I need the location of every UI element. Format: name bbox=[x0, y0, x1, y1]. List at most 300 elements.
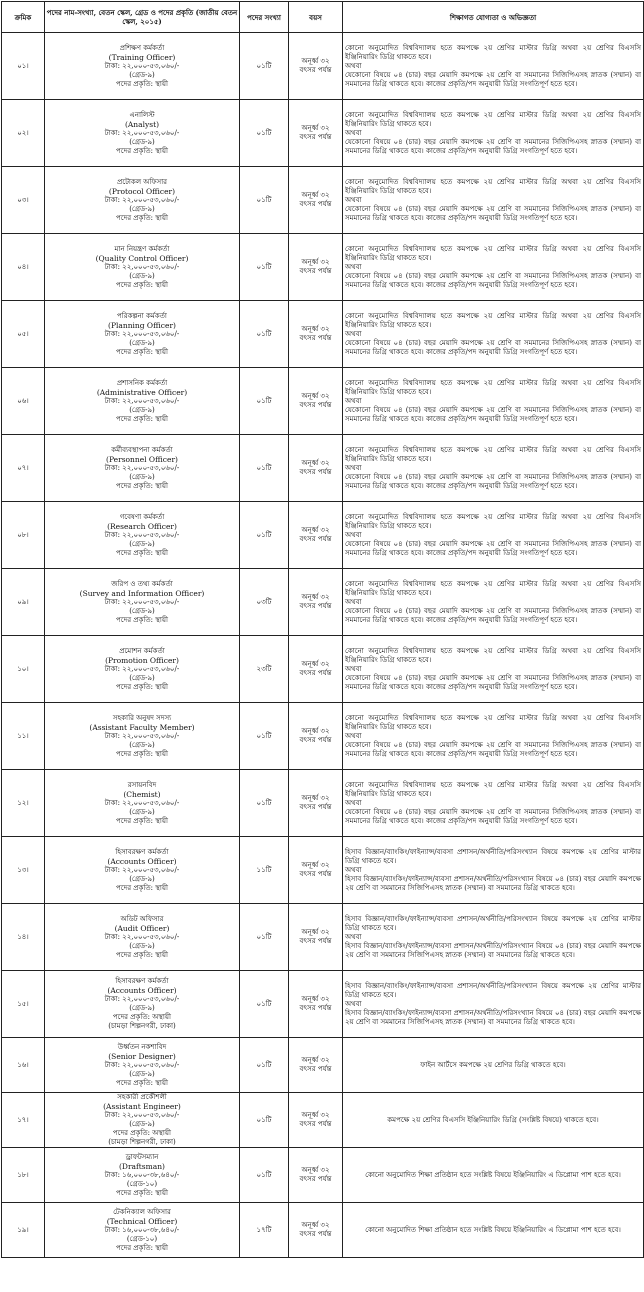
table-row bbox=[2, 971, 644, 1038]
post-nature: পদের প্রকৃতি: স্থায়ী bbox=[115, 749, 169, 758]
age-limit bbox=[289, 502, 343, 569]
age-limit bbox=[289, 1148, 343, 1203]
age-limit bbox=[289, 1038, 343, 1093]
table-row bbox=[2, 301, 644, 368]
post-cell bbox=[45, 904, 240, 971]
post-name-bangla: অডিট অফিসার bbox=[120, 914, 164, 923]
post-name-english: (Draftsman) bbox=[119, 1161, 165, 1171]
post-count: ০১টি bbox=[240, 1093, 289, 1148]
post-name-bangla: মান নিয়ন্ত্রণ কর্মকর্তা bbox=[114, 244, 170, 253]
qualification-alternative: যেকোনো বিষয়ে ০৪ (চার) বছর মেয়াদি কমপক্ষে ২য় শ্রেণি বা সমমানের সিজিপিএসহ স্নাতক (সম্মান) বা সমমানের ডিগ্রি থাকতে হবে। কাজের প্রকৃতি/পদ অনুযায়ী ডিগ্রি সংগতিপূর্ণ হতে হবে। bbox=[345, 673, 641, 691]
post-name-bangla: এনালিস্ট bbox=[129, 110, 155, 119]
post-name-english: (Research Officer) bbox=[107, 521, 177, 531]
pay-scale: টাকা: ২২,০০০-৫৩,০৬০/- bbox=[104, 932, 180, 941]
qualification-or: অথবা bbox=[345, 61, 362, 70]
pay-scale: টাকা: ২২,০০০-৫৩,০৬০/- bbox=[104, 128, 180, 137]
age-limit-value: অনূর্ধ্ব ৩২ bbox=[301, 1056, 330, 1064]
qualification-primary: কোনো অনুমোদিত বিশ্ববিদ্যালয় হতে কমপক্ষে ২য় শ্রেণির মাস্টার ডিগ্রি অথবা ২য় শ্রেণির বিএসসি ইঞ্জিনিয়ারিং ডিগ্রি থাকতে হবে। bbox=[345, 378, 641, 396]
qualification-cell bbox=[343, 33, 644, 100]
age-limit-value: অনূর্ধ্ব ৩২ bbox=[301, 1111, 330, 1119]
post-nature: পদের প্রকৃতি: স্থায়ী bbox=[115, 1188, 169, 1197]
post-nature: পদের প্রকৃতি: স্থায়ী bbox=[115, 79, 169, 88]
qualification-or: অথবা bbox=[345, 798, 362, 807]
qualification-or: অথবা bbox=[345, 664, 362, 673]
post-name-bangla: টেকনিক্যাল অফিসার bbox=[113, 1207, 171, 1216]
table-row bbox=[2, 1093, 644, 1148]
age-limit bbox=[289, 435, 343, 502]
post-name-bangla: জরিপ ও তথ্য কর্মকর্তা bbox=[111, 579, 173, 588]
pay-scale: টাকা: ২২,০০০-৫৩,০৬০/- bbox=[104, 329, 180, 338]
age-limit-value: অনূর্ধ্ব ৩২ bbox=[301, 1221, 330, 1229]
post-nature: পদের প্রকৃতি: স্থায়ী bbox=[115, 1078, 169, 1087]
post-nature: পদের প্রকৃতি: স্থায়ী bbox=[115, 146, 169, 155]
post-cell bbox=[45, 1038, 240, 1093]
post-name-english: (Personnel Officer) bbox=[106, 454, 178, 464]
table-row bbox=[2, 502, 644, 569]
qualification-primary: কোনো অনুমোদিত বিশ্ববিদ্যালয় হতে কমপক্ষে ২য় শ্রেণির মাস্টার ডিগ্রি অথবা ২য় শ্রেণির বিএসসি ইঞ্জিনিয়ারিং ডিগ্রি থাকতে হবে। bbox=[345, 445, 641, 463]
table-row bbox=[2, 703, 644, 770]
serial-number: ১৬। bbox=[2, 1038, 45, 1093]
qualification-primary: কোনো অনুমোদিত বিশ্ববিদ্যালয় হতে কমপক্ষে ২য় শ্রেণির মাস্টার ডিগ্রি অথবা ২য় শ্রেণির বিএসসি ইঞ্জিনিয়ারিং ডিগ্রি থাকতে হবে। bbox=[345, 244, 641, 262]
post-name-bangla: প্রটোকল অফিসার bbox=[117, 177, 167, 186]
post-name-bangla: পরিকল্পনা কর্মকর্তা bbox=[117, 311, 167, 320]
post-name-english: (Assistant Faculty Member) bbox=[89, 722, 195, 732]
grade: (গ্রেড-৯) bbox=[129, 673, 155, 682]
pay-scale: টাকা: ২২,০০০-৫৩,০৬০/- bbox=[104, 664, 180, 673]
grade: (গ্রেড-১০) bbox=[126, 1234, 158, 1243]
age-limit-value: অনূর্ধ্ব ৩২ bbox=[301, 593, 330, 601]
qualification-primary: হিসাব বিজ্ঞান/ব্যাংকিং/ফাইন্যান্স/ব্যবসা প্রশাসন/অর্থনীতি/পরিসংখ্যান বিষয়ে কমপক্ষে ২য় শ্রেণির মাস্টার ডিগ্রি থাকতে হবে। bbox=[345, 914, 641, 932]
qualification-alternative: যেকোনো বিষয়ে ০৪ (চার) বছর মেয়াদি কমপক্ষে ২য় শ্রেণি বা সমমানের সিজিপিএসহ স্নাতক (সম্মান) বা সমমানের ডিগ্রি থাকতে হবে। কাজের প্রকৃতি/পদ অনুযায়ী ডিগ্রি সংগতিপূর্ণ হতে হবে। bbox=[345, 271, 641, 289]
grade: (গ্রেড-৯) bbox=[129, 1120, 155, 1128]
header-count: পদের সংখ্যা bbox=[240, 2, 289, 33]
qualification-alternative: হিসাব বিজ্ঞান/ব্যাংকিং/ফাইন্যান্স/ব্যবসা প্রশাসন/অর্থনীতি/পরিসংখ্যান বিষয়ে ০৪ (চার) বছর মেয়াদি কমপক্ষে ২য় শ্রেণি বা সমমানের সিজিপিএসহ স্নাতক (সম্মান) বা সমমানের ডিগ্রি থাকতে হবে। bbox=[345, 874, 641, 892]
header-serial: ক্রমিক bbox=[2, 2, 45, 33]
qualification-alternative: যেকোনো বিষয়ে ০৪ (চার) বছর মেয়াদি কমপক্ষে ২য় শ্রেণি বা সমমানের সিজিপিএসহ স্নাতক (সম্মান) বা সমমানের ডিগ্রি থাকতে হবে। কাজের প্রকৃতি/পদ অনুযায়ী ডিগ্রি সংগতিপূর্ণ হতে হবে। bbox=[345, 472, 641, 490]
post-nature: পদের প্রকৃতি: অস্থায়ী bbox=[112, 1013, 172, 1021]
post-location: (চামড়া শিল্পনগরী, ঢাকা) bbox=[108, 1022, 176, 1030]
age-limit bbox=[289, 703, 343, 770]
pay-scale: টাকা: ২২,০০০-৫৩,০৬০/- bbox=[104, 262, 180, 271]
post-count: ০১টি bbox=[240, 1038, 289, 1093]
table-row bbox=[2, 1203, 644, 1258]
post-cell bbox=[45, 33, 240, 100]
post-cell bbox=[45, 1148, 240, 1203]
age-limit-unit: বৎসর পর্যন্ত bbox=[299, 669, 332, 677]
post-cell bbox=[45, 703, 240, 770]
post-nature: পদের প্রকৃতি: স্থায়ী bbox=[115, 548, 169, 557]
serial-number: ১৮। bbox=[2, 1148, 45, 1203]
post-count: ০১টি bbox=[240, 770, 289, 837]
header-qualification: শিক্ষাগত যোগ্যতা ও অভিজ্ঞতা bbox=[343, 2, 644, 33]
grade: (গ্রেড-৯) bbox=[129, 740, 155, 749]
age-limit-unit: বৎসর পর্যন্ত bbox=[299, 803, 332, 811]
qualification-or: অথবা bbox=[345, 597, 362, 606]
qualification-primary: কোনো অনুমোদিত বিশ্ববিদ্যালয় হতে কমপক্ষে ২য় শ্রেণির মাস্টার ডিগ্রি অথবা ২য় শ্রেণির বিএসসি ইঞ্জিনিয়ারিং ডিগ্রি থাকতে হবে। bbox=[345, 512, 641, 530]
serial-number: ০৮। bbox=[2, 502, 45, 569]
pay-scale: টাকা: ২২,০০০-৫৩,০৬০/- bbox=[104, 597, 180, 606]
age-limit bbox=[289, 1093, 343, 1148]
serial-number: ১৪। bbox=[2, 904, 45, 971]
post-name-english: (Technical Officer) bbox=[106, 1216, 178, 1226]
age-limit-unit: বৎসর পর্যন্ত bbox=[299, 1065, 332, 1073]
pay-scale: টাকা: ২২,০০০-৫৩,০৬০/- bbox=[104, 396, 180, 405]
post-cell bbox=[45, 435, 240, 502]
serial-number: ০৫। bbox=[2, 301, 45, 368]
qualification-alternative: যেকোনো বিষয়ে ০৪ (চার) বছর মেয়াদি কমপক্ষে ২য় শ্রেণি বা সমমানের সিজিপিএসহ স্নাতক (সম্মান) বা সমমানের ডিগ্রি থাকতে হবে। কাজের প্রকৃতি/পদ অনুযায়ী ডিগ্রি সংগতিপূর্ণ হতে হবে। bbox=[345, 70, 641, 88]
qualification-primary: কোনো অনুমোদিত শিক্ষা প্রতিষ্ঠান হতে সংশ্লিষ্ট বিষয়ে ইঞ্জিনিয়ারিং এ ডিপ্লোমা পাশ হতে হবে। bbox=[365, 1170, 621, 1179]
post-cell bbox=[45, 301, 240, 368]
post-name-english: (Administrative Officer) bbox=[96, 387, 188, 397]
table-row bbox=[2, 1148, 644, 1203]
qualification-primary: ফাইন আর্টসে কমপক্ষে ২য় শ্রেণির ডিগ্রি থাকতে হবে। bbox=[420, 1060, 566, 1069]
table-row bbox=[2, 1038, 644, 1093]
table-row bbox=[2, 234, 644, 301]
age-limit-value: অনূর্ধ্ব ৩২ bbox=[301, 57, 330, 65]
age-limit-unit: বৎসর পর্যন্ত bbox=[299, 937, 332, 945]
age-limit-unit: বৎসর পর্যন্ত bbox=[299, 1120, 332, 1128]
age-limit-unit: বৎসর পর্যন্ত bbox=[299, 468, 332, 476]
post-cell bbox=[45, 770, 240, 837]
age-limit-value: অনূর্ধ্ব ৩২ bbox=[301, 258, 330, 266]
table-row bbox=[2, 368, 644, 435]
qualification-or: অথবা bbox=[345, 865, 362, 874]
qualification-primary: কোনো অনুমোদিত বিশ্ববিদ্যালয় হতে কমপক্ষে ২য় শ্রেণির মাস্টার ডিগ্রি অথবা ২য় শ্রেণির বিএসসি ইঞ্জিনিয়ারিং ডিগ্রি থাকতে হবে। bbox=[345, 780, 641, 798]
post-count: ০১টি bbox=[240, 33, 289, 100]
qualification-cell bbox=[343, 167, 644, 234]
qualification-alternative: যেকোনো বিষয়ে ০৪ (চার) বছর মেয়াদি কমপক্ষে ২য় শ্রেণি বা সমমানের সিজিপিএসহ স্নাতক (সম্মান) বা সমমানের ডিগ্রি থাকতে হবে। কাজের প্রকৃতি/পদ অনুযায়ী ডিগ্রি সংগতিপূর্ণ হতে হবে। bbox=[345, 338, 641, 356]
post-count: ০১টি bbox=[240, 167, 289, 234]
post-name-english: (Assistant Engineer) bbox=[103, 1102, 181, 1111]
grade: (গ্রেড-৯) bbox=[129, 1004, 155, 1012]
qualification-or: অথবা bbox=[345, 396, 362, 405]
age-limit-value: অনূর্ধ্ব ৩২ bbox=[301, 727, 330, 735]
qualification-cell bbox=[343, 301, 644, 368]
age-limit-value: অনূর্ধ্ব ৩২ bbox=[301, 861, 330, 869]
qualification-primary: কোনো অনুমোদিত বিশ্ববিদ্যালয় হতে কমপক্ষে ২য় শ্রেণির মাস্টার ডিগ্রি অথবা ২য় শ্রেণির বিএসসি ইঞ্জিনিয়ারিং ডিগ্রি থাকতে হবে। bbox=[345, 646, 641, 664]
qualification-alternative: যেকোনো বিষয়ে ০৪ (চার) বছর মেয়াদি কমপক্ষে ২য় শ্রেণি বা সমমানের সিজিপিএসহ স্নাতক (সম্মান) বা সমমানের ডিগ্রি থাকতে হবে। কাজের প্রকৃতি/পদ অনুযায়ী ডিগ্রি সংগতিপূর্ণ হতে হবে। bbox=[345, 539, 641, 557]
qualification-or: অথবা bbox=[345, 128, 362, 137]
post-count: ২৩টি bbox=[240, 636, 289, 703]
qualification-cell bbox=[343, 368, 644, 435]
age-limit-unit: বৎসর পর্যন্ত bbox=[299, 736, 332, 744]
qualification-primary: কোনো অনুমোদিত বিশ্ববিদ্যালয় হতে কমপক্ষে ২য় শ্রেণির মাস্টার ডিগ্রি অথবা ২য় শ্রেণির বিএসসি ইঞ্জিনিয়ারিং ডিগ্রি থাকতে হবে। bbox=[345, 110, 641, 128]
age-limit-unit: বৎসর পর্যন্ত bbox=[299, 267, 332, 275]
post-name-bangla: কর্মীব্যবস্থাপনা কর্মকর্তা bbox=[111, 445, 173, 454]
qualification-or: অথবা bbox=[345, 932, 362, 941]
table-row bbox=[2, 904, 644, 971]
qualification-primary: হিসাব বিজ্ঞান/ব্যাংকিং/ফাইন্যান্স/ব্যবসা প্রশাসন/অর্থনীতি/পরিসংখ্যান বিষয়ে কমপক্ষে ২য় শ্রেণির মাস্টার ডিগ্রি থাকতে হবে। bbox=[345, 981, 641, 999]
age-limit-value: অনূর্ধ্ব ৩২ bbox=[301, 325, 330, 333]
pay-scale: টাকা: ২২,০০০-৫৩,০৬০/- bbox=[104, 865, 180, 874]
age-limit-unit: বৎসর পর্যন্ত bbox=[299, 200, 332, 208]
age-limit bbox=[289, 837, 343, 904]
post-name-english: (Analyst) bbox=[124, 119, 160, 129]
table-row bbox=[2, 33, 644, 100]
post-nature: পদের প্রকৃতি: স্থায়ী bbox=[115, 481, 169, 490]
age-limit-unit: বৎসর পর্যন্ত bbox=[299, 602, 332, 610]
post-name-english: (Senior Designer) bbox=[108, 1051, 176, 1061]
grade: (গ্রেড-৯) bbox=[129, 271, 155, 280]
serial-number: ১৩। bbox=[2, 837, 45, 904]
age-limit bbox=[289, 100, 343, 167]
qualification-or: অথবা bbox=[345, 463, 362, 472]
qualification-alternative: যেকোনো বিষয়ে ০৪ (চার) বছর মেয়াদি কমপক্ষে ২য় শ্রেণি বা সমমানের সিজিপিএসহ স্নাতক (সম্মান) বা সমমানের ডিগ্রি থাকতে হবে। কাজের প্রকৃতি/পদ অনুযায়ী ডিগ্রি সংগতিপূর্ণ হতে হবে। bbox=[345, 204, 641, 222]
post-count: ০১টি bbox=[240, 1148, 289, 1203]
post-name-bangla: ড্রাফটসম্যান bbox=[125, 1152, 159, 1161]
age-limit-unit: বৎসর পর্যন্ত bbox=[299, 133, 332, 141]
grade: (গ্রেড-৯) bbox=[129, 539, 155, 548]
age-limit bbox=[289, 234, 343, 301]
post-nature: পদের প্রকৃতি: স্থায়ী bbox=[115, 682, 169, 691]
pay-scale: টাকা: ১৬,০০০-৩৮,৬৪০/- bbox=[104, 1170, 180, 1179]
qualification-alternative: যেকোনো বিষয়ে ০৪ (চার) বছর মেয়াদি কমপক্ষে ২য় শ্রেণি বা সমমানের সিজিপিএসহ স্নাতক (সম্মান) বা সমমানের ডিগ্রি থাকতে হবে। কাজের প্রকৃতি/পদ অনুযায়ী ডিগ্রি সংগতিপূর্ণ হতে হবে। bbox=[345, 807, 641, 825]
qualification-cell bbox=[343, 703, 644, 770]
grade: (গ্রেড-৯) bbox=[129, 606, 155, 615]
post-location: (চামড়া শিল্পনগরী, ঢাকা) bbox=[108, 1138, 176, 1146]
age-limit-value: অনূর্ধ্ব ৩২ bbox=[301, 459, 330, 467]
post-name-bangla: প্রশিক্ষণ কর্মকর্তা bbox=[119, 43, 165, 52]
post-nature: পদের প্রকৃতি: স্থায়ী bbox=[115, 1243, 169, 1252]
pay-scale: টাকা: ২২,০০০-৫৩,০৬০/- bbox=[104, 463, 180, 472]
post-nature: পদের প্রকৃতি: স্থায়ী bbox=[115, 883, 169, 892]
serial-number: ১৯। bbox=[2, 1203, 45, 1258]
table-row bbox=[2, 435, 644, 502]
age-limit-unit: বৎসর পর্যন্ত bbox=[299, 66, 332, 74]
age-limit-value: অনূর্ধ্ব ৩২ bbox=[301, 191, 330, 199]
grade: (গ্রেড-৯) bbox=[129, 137, 155, 146]
qualification-cell bbox=[343, 971, 644, 1038]
age-limit-value: অনূর্ধ্ব ৩২ bbox=[301, 794, 330, 802]
qualification-cell bbox=[343, 435, 644, 502]
table-row bbox=[2, 837, 644, 904]
post-cell bbox=[45, 971, 240, 1038]
post-name-english: (Quality Control Officer) bbox=[95, 253, 189, 263]
post-nature: পদের প্রকৃতি: স্থায়ী bbox=[115, 280, 169, 289]
pay-scale: টাকা: ২২,০০০-৫৩,০৬০/- bbox=[104, 1111, 180, 1119]
post-name-english: (Protocol Officer) bbox=[108, 186, 176, 196]
serial-number: ১০। bbox=[2, 636, 45, 703]
post-cell bbox=[45, 100, 240, 167]
serial-number: ০৯। bbox=[2, 569, 45, 636]
qualification-cell bbox=[343, 1148, 644, 1203]
age-limit bbox=[289, 33, 343, 100]
table-header-row bbox=[2, 2, 644, 33]
job-vacancy-table bbox=[1, 1, 644, 1258]
age-limit-value: অনূর্ধ্ব ৩২ bbox=[301, 995, 330, 1003]
post-name-english: (Promotion Officer) bbox=[105, 655, 179, 665]
age-limit-unit: বৎসর পর্যন্ত bbox=[299, 401, 332, 409]
qualification-primary: কমপক্ষে ২য় শ্রেণির বিএসসি ইঞ্জিনিয়ারিং ডিগ্রি (সংশ্লিষ্ট বিষয়ে) থাকতে হবে। bbox=[387, 1115, 599, 1124]
qualification-or: অথবা bbox=[345, 999, 362, 1008]
serial-number: ০১। bbox=[2, 33, 45, 100]
age-limit-value: অনূর্ধ্ব ৩২ bbox=[301, 1166, 330, 1174]
post-count: ১১টি bbox=[240, 837, 289, 904]
post-count: ১৭টি bbox=[240, 1203, 289, 1258]
grade: (গ্রেড-৯) bbox=[129, 472, 155, 481]
age-limit bbox=[289, 904, 343, 971]
post-nature: পদের প্রকৃতি: স্থায়ী bbox=[115, 414, 169, 423]
post-cell bbox=[45, 636, 240, 703]
qualification-or: অথবা bbox=[345, 329, 362, 338]
table-row bbox=[2, 167, 644, 234]
age-limit-value: অনূর্ধ্ব ৩২ bbox=[301, 660, 330, 668]
post-name-english: (Training Officer) bbox=[108, 52, 176, 62]
serial-number: ০৭। bbox=[2, 435, 45, 502]
qualification-cell bbox=[343, 1093, 644, 1148]
post-cell bbox=[45, 1093, 240, 1148]
qualification-primary: কোনো অনুমোদিত বিশ্ববিদ্যালয় হতে কমপক্ষে ২য় শ্রেণির মাস্টার ডিগ্রি অথবা ২য় শ্রেণির বিএসসি ইঞ্জিনিয়ারিং ডিগ্রি থাকতে হবে। bbox=[345, 177, 641, 195]
post-name-english: (Accounts Officer) bbox=[107, 986, 177, 995]
age-limit bbox=[289, 971, 343, 1038]
pay-scale: টাকা: ২২,০০০-৫৩,০৬০/- bbox=[104, 1060, 180, 1069]
qualification-cell bbox=[343, 636, 644, 703]
table-row bbox=[2, 569, 644, 636]
grade: (গ্রেড-৯) bbox=[129, 405, 155, 414]
age-limit bbox=[289, 368, 343, 435]
post-count: ০১টি bbox=[240, 703, 289, 770]
serial-number: ১৭। bbox=[2, 1093, 45, 1148]
serial-number: ১১। bbox=[2, 703, 45, 770]
grade: (গ্রেড-৯) bbox=[129, 338, 155, 347]
post-count: ০১টি bbox=[240, 971, 289, 1038]
qualification-alternative: যেকোনো বিষয়ে ০৪ (চার) বছর মেয়াদি কমপক্ষে ২য় শ্রেণি বা সমমানের সিজিপিএসহ স্নাতক (সম্মান) বা সমমানের ডিগ্রি থাকতে হবে। কাজের প্রকৃতি/পদ অনুযায়ী ডিগ্রি সংগতিপূর্ণ হতে হবে। bbox=[345, 606, 641, 624]
post-nature: পদের প্রকৃতি: স্থায়ী bbox=[115, 347, 169, 356]
age-limit-unit: বৎসর পর্যন্ত bbox=[299, 1175, 332, 1183]
post-nature: পদের প্রকৃতি: অস্থায়ী bbox=[112, 1129, 172, 1137]
post-name-english: (Chemist) bbox=[123, 789, 161, 799]
post-count: ০১টি bbox=[240, 435, 289, 502]
qualification-alternative: হিসাব বিজ্ঞান/ব্যাংকিং/ফাইন্যান্স/ব্যবসা প্রশাসন/অর্থনীতি/পরিসংখ্যান বিষয়ে ০৪ (চার) বছর মেয়াদি কমপক্ষে ২য় শ্রেণি বা সমমানের সিজিপিএসহ স্নাতক (সম্মান) বা সমমানের ডিগ্রি থাকতে হবে। bbox=[345, 941, 641, 959]
qualification-alternative: যেকোনো বিষয়ে ০৪ (চার) বছর মেয়াদি কমপক্ষে ২য় শ্রেণি বা সমমানের সিজিপিএসহ স্নাতক (সম্মান) বা সমমানের ডিগ্রি থাকতে হবে। কাজের প্রকৃতি/পদ অনুযায়ী ডিগ্রি সংগতিপূর্ণ হতে হবে। bbox=[345, 137, 641, 155]
pay-scale: টাকা: ২২,০০০-৫৩,০৬০/- bbox=[104, 995, 180, 1003]
post-name-bangla: সহকারী প্রকৌশলী bbox=[117, 1093, 167, 1101]
post-nature: পদের প্রকৃতি: স্থায়ী bbox=[115, 816, 169, 825]
age-limit-value: অনূর্ধ্ব ৩২ bbox=[301, 526, 330, 534]
post-name-english: (Audit Officer) bbox=[114, 923, 170, 933]
age-limit-value: অনূর্ধ্ব ৩২ bbox=[301, 124, 330, 132]
serial-number: ১২। bbox=[2, 770, 45, 837]
qualification-alternative: যেকোনো বিষয়ে ০৪ (চার) বছর মেয়াদি কমপক্ষে ২য় শ্রেণি বা সমমানের সিজিপিএসহ স্নাতক (সম্মান) বা সমমানের ডিগ্রি থাকতে হবে। কাজের প্রকৃতি/পদ অনুযায়ী ডিগ্রি সংগতিপূর্ণ হতে হবে। bbox=[345, 740, 641, 758]
post-cell bbox=[45, 368, 240, 435]
post-name-bangla: সহকারি অনুষদ সদস্য bbox=[112, 713, 172, 722]
qualification-primary: কোনো অনুমোদিত বিশ্ববিদ্যালয় হতে কমপক্ষে ২য় শ্রেণির মাস্টার ডিগ্রি অথবা ২য় শ্রেণির বিএসসি ইঞ্জিনিয়ারিং ডিগ্রি থাকতে হবে। bbox=[345, 311, 641, 329]
age-limit-unit: বৎসর পর্যন্ত bbox=[299, 535, 332, 543]
post-count: ০১টি bbox=[240, 904, 289, 971]
post-name-bangla: রসায়নবিদ bbox=[127, 780, 157, 789]
post-name-bangla: প্রশাসনিক কর্মকর্তা bbox=[116, 378, 168, 387]
post-cell bbox=[45, 167, 240, 234]
pay-scale: টাকা: ২২,০০০-৫৩,০৬০/- bbox=[104, 61, 180, 70]
post-name-english: (Planning Officer) bbox=[108, 320, 176, 330]
qualification-cell bbox=[343, 502, 644, 569]
age-limit bbox=[289, 770, 343, 837]
qualification-cell bbox=[343, 770, 644, 837]
post-nature: পদের প্রকৃতি: স্থায়ী bbox=[115, 213, 169, 222]
qualification-alternative: যেকোনো বিষয়ে ০৪ (চার) বছর মেয়াদি কমপক্ষে ২য় শ্রেণি বা সমমানের সিজিপিএসহ স্নাতক (সম্মান) বা সমমানের ডিগ্রি থাকতে হবে। কাজের প্রকৃতি/পদ অনুযায়ী ডিগ্রি সংগতিপূর্ণ হতে হবে। bbox=[345, 405, 641, 423]
post-count: ০১টি bbox=[240, 234, 289, 301]
grade: (গ্রেড-৯) bbox=[129, 70, 155, 79]
qualification-cell bbox=[343, 904, 644, 971]
post-count: ০১টি bbox=[240, 502, 289, 569]
post-count: ০৩টি bbox=[240, 569, 289, 636]
age-limit-value: অনূর্ধ্ব ৩২ bbox=[301, 392, 330, 400]
post-cell bbox=[45, 502, 240, 569]
table-row bbox=[2, 636, 644, 703]
pay-scale: টাকা: ২২,০০০-৫৩,০৬০/- bbox=[104, 530, 180, 539]
qualification-primary: কোনো অনুমোদিত বিশ্ববিদ্যালয় হতে কমপক্ষে ২য় শ্রেণির মাস্টার ডিগ্রি অথবা ২য় শ্রেণির বিএসসি ইঞ্জিনিয়ারিং ডিগ্রি থাকতে হবে। bbox=[345, 713, 641, 731]
post-cell bbox=[45, 569, 240, 636]
post-name-bangla: প্রমোশন কর্মকর্তা bbox=[119, 646, 165, 655]
post-name-bangla: হিসাবরক্ষণ কর্মকর্তা bbox=[115, 847, 169, 856]
age-limit bbox=[289, 1203, 343, 1258]
age-limit-unit: বৎসর পর্যন্ত bbox=[299, 1230, 332, 1238]
pay-scale: টাকা: ২২,০০০-৫৩,০৬০/- bbox=[104, 195, 180, 204]
grade: (গ্রেড-৯) bbox=[129, 807, 155, 816]
qualification-cell bbox=[343, 100, 644, 167]
qualification-cell bbox=[343, 1203, 644, 1258]
qualification-alternative: হিসাব বিজ্ঞান/ব্যাংকিং/ফাইন্যান্স/ব্যবসা প্রশাসন/অর্থনীতি/পরিসংখ্যান বিষয়ে ০৪ (চার) বছর মেয়াদি কমপক্ষে ২য় শ্রেণি বা সমমানের সিজিপিএসহ স্নাতক (সম্মান) বা সমমানের ডিগ্রি থাকতে হবে। bbox=[345, 1008, 641, 1026]
post-name-bangla: গবেষণা কর্মকর্তা bbox=[119, 512, 165, 521]
table-body bbox=[2, 33, 644, 1258]
table-row bbox=[2, 770, 644, 837]
pay-scale: টাকা: ২২,০০০-৫৩,০৬০/- bbox=[104, 798, 180, 807]
grade: (গ্রেড-৯) bbox=[129, 941, 155, 950]
post-name-bangla: উর্ধ্বতন নকশাবিদ bbox=[117, 1042, 167, 1051]
post-cell bbox=[45, 234, 240, 301]
post-cell bbox=[45, 837, 240, 904]
post-name-english: (Survey and Information Officer) bbox=[79, 588, 205, 598]
qualification-primary: হিসাব বিজ্ঞান/ব্যাংকিং/ফাইন্যান্স/ব্যবসা প্রশাসন/অর্থনীতি/পরিসংখ্যান বিষয়ে কমপক্ষে ২য় শ্রেণির মাস্টার ডিগ্রি থাকতে হবে। bbox=[345, 847, 641, 865]
qualification-primary: কোনো অনুমোদিত শিক্ষা প্রতিষ্ঠান হতে সংশ্লিষ্ট বিষয়ে ইঞ্জিনিয়ারিং এ ডিপ্লোমা পাশ হতে হবে। bbox=[365, 1225, 621, 1234]
qualification-cell bbox=[343, 569, 644, 636]
pay-scale: টাকা: ২২,০০০-৫৩,০৬০/- bbox=[104, 731, 180, 740]
qualification-cell bbox=[343, 837, 644, 904]
post-cell bbox=[45, 1203, 240, 1258]
post-count: ০১টি bbox=[240, 301, 289, 368]
qualification-or: অথবা bbox=[345, 195, 362, 204]
qualification-cell bbox=[343, 234, 644, 301]
age-limit-value: অনূর্ধ্ব ৩২ bbox=[301, 928, 330, 936]
age-limit bbox=[289, 167, 343, 234]
serial-number: ০৪। bbox=[2, 234, 45, 301]
header-post: পদের নাম-সংখ্যা, বেতন স্কেল, গ্রেড ও পদের প্রকৃতি (জাতীয় বেতন স্কেল, ২০১৫) bbox=[45, 2, 240, 33]
serial-number: ০৩। bbox=[2, 167, 45, 234]
qualification-primary: কোনো অনুমোদিত বিশ্ববিদ্যালয় হতে কমপক্ষে ২য় শ্রেণির মাস্টার ডিগ্রি অথবা ২য় শ্রেণির বিএসসি ইঞ্জিনিয়ারিং ডিগ্রি থাকতে হবে। bbox=[345, 579, 641, 597]
grade: (গ্রেড-৯) bbox=[129, 1069, 155, 1078]
serial-number: ১৫। bbox=[2, 971, 45, 1038]
age-limit bbox=[289, 569, 343, 636]
serial-number: ০৬। bbox=[2, 368, 45, 435]
grade: (গ্রেড-৯) bbox=[129, 204, 155, 213]
post-nature: পদের প্রকৃতি: স্থায়ী bbox=[115, 950, 169, 959]
qualification-or: অথবা bbox=[345, 731, 362, 740]
grade: (গ্রেড-১০) bbox=[126, 1179, 158, 1188]
pay-scale: টাকা: ১৬,০০০-৩৮,৬৪০/- bbox=[104, 1225, 180, 1234]
post-nature: পদের প্রকৃতি: স্থায়ী bbox=[115, 615, 169, 624]
post-count: ০১টি bbox=[240, 368, 289, 435]
age-limit-unit: বৎসর পর্যন্ত bbox=[299, 870, 332, 878]
post-name-bangla: হিসাবরক্ষণ কর্মকর্তা bbox=[115, 977, 169, 985]
age-limit bbox=[289, 636, 343, 703]
grade: (গ্রেড-৯) bbox=[129, 874, 155, 883]
age-limit-unit: বৎসর পর্যন্ত bbox=[299, 1004, 332, 1012]
post-name-english: (Accounts Officer) bbox=[107, 856, 177, 866]
table-row bbox=[2, 100, 644, 167]
header-age: বয়স bbox=[289, 2, 343, 33]
age-limit bbox=[289, 301, 343, 368]
qualification-or: অথবা bbox=[345, 262, 362, 271]
